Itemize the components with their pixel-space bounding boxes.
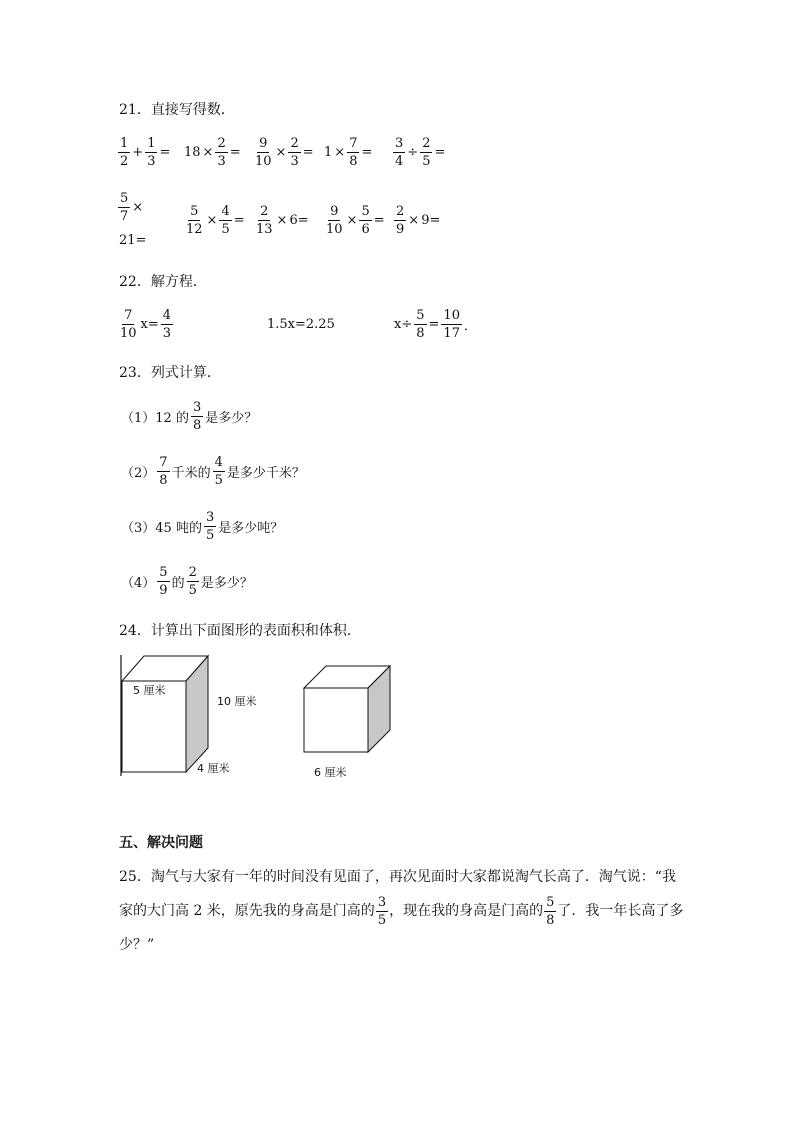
fraction: $\frac{5}{8}$ [416, 308, 425, 341]
fraction: $\frac{5}{7}$ [120, 191, 129, 224]
q21-r2-expr5: $\frac{2}{9}$ × 9= [396, 204, 441, 237]
q21-r1-expr4: 1 × $\frac{7}{8}$ = [324, 136, 373, 169]
q21-r2-expr1: $\frac{5}{7}$ × [120, 191, 144, 224]
q25-line-3: 少？” [119, 937, 155, 953]
q23-item-1: （1）12 的 $\frac{3}{8}$ 是多少？ [121, 400, 258, 433]
cube-edge-label: 6 厘米 [314, 766, 347, 779]
cuboid-figure [121, 655, 257, 776]
fraction: $\frac{2}{5}$ [188, 565, 197, 598]
cube-figure [304, 666, 390, 779]
fraction: $\frac{7}{8}$ [159, 455, 168, 488]
fraction: $\frac{4}{5}$ [214, 455, 223, 488]
q22-eq2: 1.5x=2.25 [267, 317, 335, 332]
cuboid-height-label: 10 厘米 [217, 695, 257, 708]
q21-r2-expr4: $\frac{9}{10}$ × $\frac{5}{6}$ = [326, 204, 385, 237]
q21-r2-expr2: $\frac{5}{12}$ × $\frac{4}{5}$ = [186, 204, 245, 237]
cuboid-depth-label: 4 厘米 [197, 762, 230, 775]
q23-title: 23．列式计算． [119, 365, 221, 381]
fraction: $\frac{7}{8}$ [349, 136, 358, 169]
fraction: $\frac{9}{10}$ [326, 204, 343, 237]
cube-front-face [304, 688, 368, 752]
cuboid-width-label: 5 厘米 [133, 684, 166, 697]
q21-title: 21．直接写得数． [119, 102, 235, 118]
q23-item-3: （3）45 吨的 $\frac{3}{5}$ 是多少吨？ [121, 510, 284, 543]
fraction: $\frac{5}{9}$ [159, 565, 168, 598]
fraction: $\frac{3}{5}$ [377, 894, 387, 928]
q23-item-2: （2） $\frac{7}{8}$ 千米的 $\frac{4}{5}$ 是多少千米？ [121, 455, 305, 488]
fraction: $\frac{4}{5}$ [221, 204, 230, 237]
section-title: 五、解决问题 [119, 835, 203, 851]
q21-r2-expr3: $\frac{2}{13}$ × 6= [256, 204, 309, 237]
q24-title: 24．计算出下面图形的表面积和体积． [119, 623, 361, 639]
fraction: $\frac{2}{13}$ [256, 204, 273, 237]
q21-r1-expr2: 18 × $\frac{2}{3}$ = [184, 136, 241, 169]
q21-r1-expr5: $\frac{3}{4}$ ÷ $\frac{2}{5}$ = [395, 136, 446, 169]
fraction: $\frac{3}{8}$ [192, 400, 202, 433]
q21-r2-expr1-tail: 21= [119, 233, 147, 248]
q21-r1-expr3: $\frac{9}{10}$ × $\frac{2}{3}$ = [255, 136, 314, 169]
fraction: $\frac{4}{3}$ [162, 308, 172, 341]
fraction: $\frac{5}{6}$ [361, 204, 370, 237]
geometry-figures [110, 648, 410, 783]
q23-item-4: （4） $\frac{5}{9}$ 的 $\frac{2}{5}$ 是多少？ [121, 565, 253, 598]
fraction: $\frac{2}{9}$ [396, 204, 405, 237]
q22-title: 22．解方程． [119, 274, 207, 290]
fraction: $\frac{9}{10}$ [255, 136, 272, 169]
fraction: $\frac{5}{8}$ [546, 894, 555, 928]
fraction: $\frac{3}{4}$ [395, 136, 404, 169]
q22-eq1: $\frac{7}{10}$ x= $\frac{4}{3}$ [120, 308, 172, 341]
q22-eq3: x÷ $\frac{5}{8}$ = $\frac{10}{17}$ ． [394, 308, 477, 341]
fraction: $\frac{10}{17}$ [443, 308, 460, 341]
fraction: $\frac{1}{3}$ [147, 136, 156, 169]
fraction: $\frac{2}{5}$ [422, 136, 431, 169]
fraction: $\frac{5}{12}$ [186, 204, 203, 237]
fraction: $\frac{1}{2}$ [120, 136, 129, 169]
fraction: $\frac{2}{3}$ [217, 136, 226, 169]
fraction: $\frac{2}{3}$ [290, 136, 299, 169]
q25-line-1: 25．淘气与大家有一年的时间没有见面了，再次见面时大家都说淘气长高了．淘气说：“我 [119, 869, 676, 885]
q21-r1-expr1: $\frac{1}{2}$ + $\frac{1}{3}$ = [120, 136, 171, 169]
fraction: $\frac{3}{5}$ [205, 510, 215, 543]
fraction: $\frac{7}{10}$ [120, 308, 137, 341]
q25-line-2: 家的大门高 2 米，原先我的身高是门高的 $\frac{3}{5}$ ，现在我的身高是门高的 $\frac{5}{8}$ 了．我一年长高了多 [119, 894, 684, 928]
